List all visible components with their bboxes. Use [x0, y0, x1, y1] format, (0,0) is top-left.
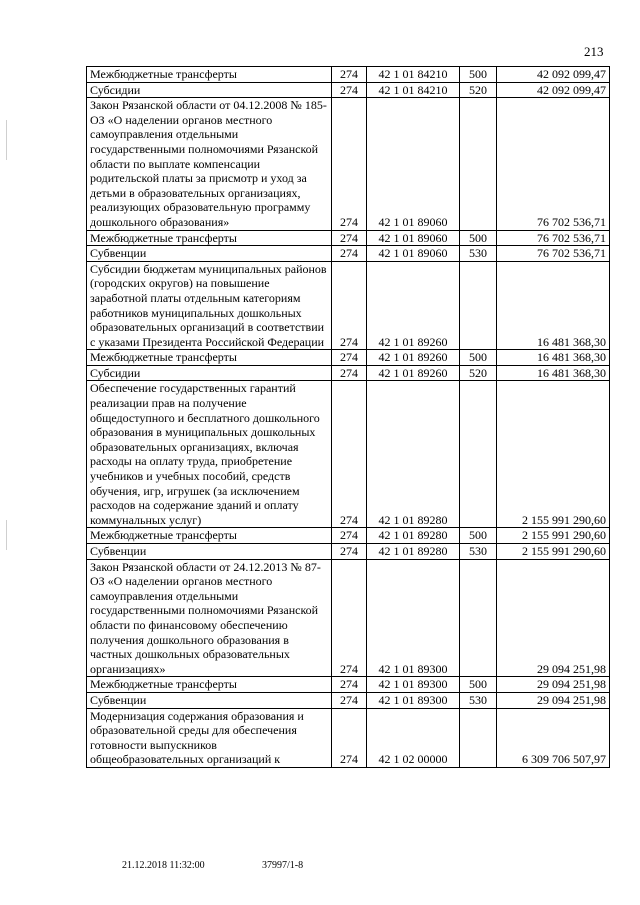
table-row — [87, 677, 610, 693]
row-code: 42 1 01 89060 — [367, 98, 460, 230]
row-amount: 2 155 991 290,60 — [497, 528, 610, 544]
row-expense-type — [460, 261, 497, 350]
row-amount: 42 092 099,47 — [497, 67, 610, 83]
row-grbs: 274 — [332, 365, 367, 381]
table-row — [87, 67, 610, 83]
row-grbs: 274 — [332, 230, 367, 246]
row-name: Межбюджетные трансферты — [87, 528, 332, 544]
budget-table — [86, 66, 610, 768]
table-row — [87, 230, 610, 246]
row-amount: 29 094 251,98 — [497, 559, 610, 677]
row-grbs: 274 — [332, 544, 367, 560]
row-amount: 76 702 536,71 — [497, 230, 610, 246]
row-grbs: 274 — [332, 381, 367, 528]
row-name: Межбюджетные трансферты — [87, 350, 332, 366]
row-grbs: 274 — [332, 246, 367, 262]
row-code: 42 1 01 89060 — [367, 230, 460, 246]
row-code: 42 1 01 89280 — [367, 528, 460, 544]
row-code: 42 1 01 89280 — [367, 544, 460, 560]
row-expense-type: 500 — [460, 67, 497, 83]
row-amount: 76 702 536,71 — [497, 246, 610, 262]
row-expense-type: 530 — [460, 544, 497, 560]
row-expense-type: 530 — [460, 692, 497, 708]
row-expense-type: 520 — [460, 82, 497, 98]
row-code: 42 1 01 89300 — [367, 677, 460, 693]
row-amount: 29 094 251,98 — [497, 677, 610, 693]
row-code: 42 1 01 89280 — [367, 381, 460, 528]
row-grbs: 274 — [332, 98, 367, 230]
row-name: Субвенции — [87, 692, 332, 708]
row-expense-type: 500 — [460, 230, 497, 246]
row-name: Межбюджетные трансферты — [87, 230, 332, 246]
row-grbs: 274 — [332, 350, 367, 366]
row-grbs: 274 — [332, 82, 367, 98]
row-grbs: 274 — [332, 677, 367, 693]
table-row — [87, 82, 610, 98]
row-name: Модернизация содержания образования и образовательной среды для обеспечения готовности выпускников общеобразовательных организаций к — [87, 708, 332, 767]
row-grbs: 274 — [332, 528, 367, 544]
row-amount: 2 155 991 290,60 — [497, 381, 610, 528]
row-name: Субвенции — [87, 246, 332, 262]
table-row — [87, 350, 610, 366]
page-number: 213 — [584, 44, 604, 59]
table-row — [87, 559, 610, 677]
row-amount: 2 155 991 290,60 — [497, 544, 610, 560]
table-row — [87, 98, 610, 230]
row-name: Межбюджетные трансферты — [87, 677, 332, 693]
row-name: Субсидии бюджетам муниципальных районов (городских округов) на повышение заработной платы отдельным категориям работников муниципальных дошкольных образовательных организаций в соответствии с указами Президента Российской Федерации — [87, 261, 332, 350]
table-row — [87, 246, 610, 262]
row-expense-type: 520 — [460, 365, 497, 381]
row-name: Закон Рязанской области от 24.12.2013 № 87-ОЗ «О наделении органов местного самоуправления отдельными государственными полномочиями Рязанской области по финансовому обеспечению получения дошкольного образования в частных дошкольных образовательных организациях» — [87, 559, 332, 677]
row-grbs: 274 — [332, 67, 367, 83]
row-code: 42 1 01 89260 — [367, 365, 460, 381]
row-expense-type — [460, 708, 497, 767]
row-amount: 29 094 251,98 — [497, 692, 610, 708]
row-name: Обеспечение государственных гарантий реализации прав на получение общедоступного и бесплатного дошкольного образования в муниципальных дошкольных образовательных организациях, включая расходы на оплату труда, приобретение учебников и учебных пособий, средств обучения, игр, игрушек (за исключением расходов на содержание зданий и оплату коммунальных услуг) — [87, 381, 332, 528]
row-name: Закон Рязанской области от 04.12.2008 № 185-ОЗ «О наделении органов местного самоуправления отдельными государственными полномочиями Рязанской области по выплате компенсации родительской платы за присмотр и уход за детьми в образовательных организациях, реализующих образовательную программу дошкольного образования» — [87, 98, 332, 230]
row-name: Субсидии — [87, 82, 332, 98]
row-amount: 6 309 706 507,97 — [497, 708, 610, 767]
row-code: 42 1 01 84210 — [367, 67, 460, 83]
row-name: Субсидии — [87, 365, 332, 381]
table-row — [87, 528, 610, 544]
table-row — [87, 261, 610, 350]
row-code: 42 1 01 84210 — [367, 82, 460, 98]
row-grbs: 274 — [332, 261, 367, 350]
row-expense-type: 500 — [460, 528, 497, 544]
table-row — [87, 365, 610, 381]
row-expense-type: 530 — [460, 246, 497, 262]
row-grbs: 274 — [332, 559, 367, 677]
scan-edge-mark — [6, 120, 7, 160]
row-expense-type — [460, 559, 497, 677]
row-grbs: 274 — [332, 692, 367, 708]
row-code: 42 1 01 89300 — [367, 692, 460, 708]
row-expense-type — [460, 381, 497, 528]
row-name: Межбюджетные трансферты — [87, 67, 332, 83]
row-expense-type: 500 — [460, 350, 497, 366]
scan-edge-mark — [6, 520, 7, 550]
row-code: 42 1 01 89260 — [367, 261, 460, 350]
row-code: 42 1 02 00000 — [367, 708, 460, 767]
row-amount: 16 481 368,30 — [497, 261, 610, 350]
row-expense-type — [460, 98, 497, 230]
footer-timestamp: 21.12.2018 11:32:00 — [122, 860, 205, 871]
row-grbs: 274 — [332, 708, 367, 767]
row-code: 42 1 01 89260 — [367, 350, 460, 366]
row-amount: 16 481 368,30 — [497, 350, 610, 366]
table-row — [87, 708, 610, 767]
row-code: 42 1 01 89300 — [367, 559, 460, 677]
row-amount: 42 092 099,47 — [497, 82, 610, 98]
table-row — [87, 692, 610, 708]
row-amount: 76 702 536,71 — [497, 98, 610, 230]
row-name: Субвенции — [87, 544, 332, 560]
footer-document-id: 37997/1-8 — [262, 860, 304, 871]
table-row — [87, 544, 610, 560]
row-amount: 16 481 368,30 — [497, 365, 610, 381]
row-code: 42 1 01 89060 — [367, 246, 460, 262]
row-expense-type: 500 — [460, 677, 497, 693]
table-row — [87, 381, 610, 528]
